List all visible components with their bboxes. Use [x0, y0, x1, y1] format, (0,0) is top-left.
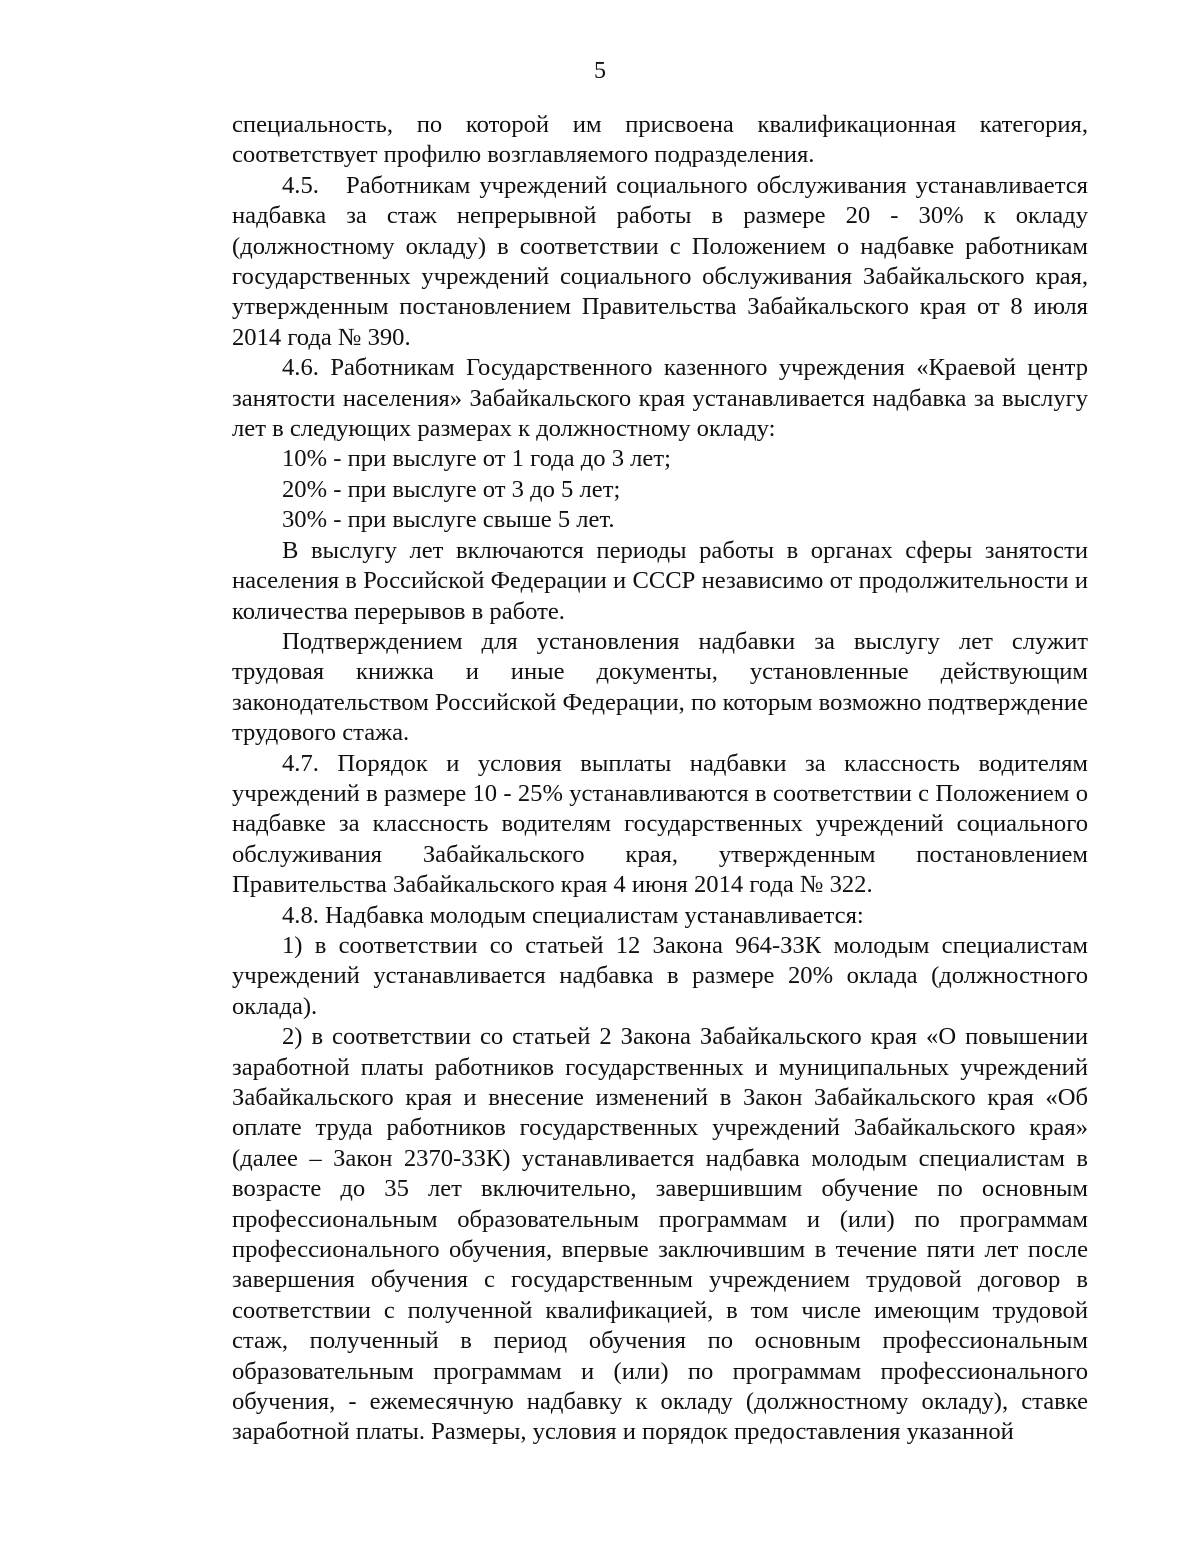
paragraph-4-7: 4.7. Порядок и условия выплаты надбавки за классность водителям учреждений в размере 10 - 25% устанавливаются в соответствии с Положением о надбавке за классность водителям государственных учреждений социального обслуживания Забайкальского края, утвержденным постановлением Правительства Забайкальского края 4 июня 2014 года № 322. [232, 749, 1088, 899]
document-body [232, 110, 1088, 1448]
paragraph-4-5: 4.5. Работникам учреждений социального обслуживания устанавливается надбавка за стаж непрерывной работы в размере 20 - 30% к окладу (должностному окладу) в соответствии с Положением о надбавке работникам государственных учреждений социального обслуживания Забайкальского края, утвержденным постановлением Правительства Забайкальского края от 8 июля 2014 года № 390. [232, 171, 1088, 351]
page-number: 5 [594, 58, 606, 84]
paragraph-4-8: 4.8. Надбавка молодым специалистам устанавливается: [282, 901, 864, 929]
paragraph-confirmation: Подтверждением для установления надбавки за выслугу лет служит трудовая книжка и иные документы, установленные действующим законодательством Российской Федерации, по которым возможно подтверждение трудового стажа. [232, 627, 1088, 747]
paragraph-4-8-item-1: 1) в соответствии со статьей 12 Закона 964-ЗЗК молодым специалистам учреждений устанавливается надбавка в размере 20% оклада (должностного оклада). [232, 931, 1088, 1020]
paragraph-4-6: 4.6. Работникам Государственного казенного учреждения «Краевой центр занятости населения» Забайкальского края устанавливается надбавка за выслугу лет в следующих размерах к должностному окладу: [232, 354, 1088, 443]
paragraph-4-8-item-2: 2) в соответствии со статьей 2 Закона Забайкальского края «О повышении заработной платы работников государственных и муниципальных учреждений Забайкальского края и внесение изменений в Закон Забайкальского края «Об оплате труда работников государственных учреждений Забайкальского края» (далее – Закон 2370-ЗЗК) устанавливается надбавка молодым специалистам в возрасте до 35 лет включительно, завершившим обучение по основным профессиональным образовательным программам и (или) по программам профессионального обучения, впервые заключившим в течение пяти лет после завершения обучения с государственным учреждением трудовой договор в соответствии с полученной квалификацией, в том числе имеющим трудовой стаж, полученный в период обучения по основным профессиональным образовательным программам и (или) по программам профессионального обучения, - ежемесячную надбавку к окладу (должностному окладу), ставке заработной платы. Размеры, условия и порядок предоставления указанной [232, 1023, 1088, 1446]
list-item-10-percent: 10% - при выслуге от 1 года до 3 лет; [282, 445, 671, 473]
list-item-30-percent: 30% - при выслуге свыше 5 лет. [282, 506, 615, 534]
list-item-20-percent: 20% - при выслуге от 3 до 5 лет; [282, 475, 621, 503]
paragraph-seniority-periods: В выслугу лет включаются периоды работы в органах сферы занятости населения в Российской Федерации и СССР независимо от продолжительности и количества перерывов в работе. [232, 536, 1088, 625]
paragraph-0: специальность, по которой им присвоена квалификационная категория, соответствует профилю возглавляемого подразделения. [232, 111, 1088, 169]
